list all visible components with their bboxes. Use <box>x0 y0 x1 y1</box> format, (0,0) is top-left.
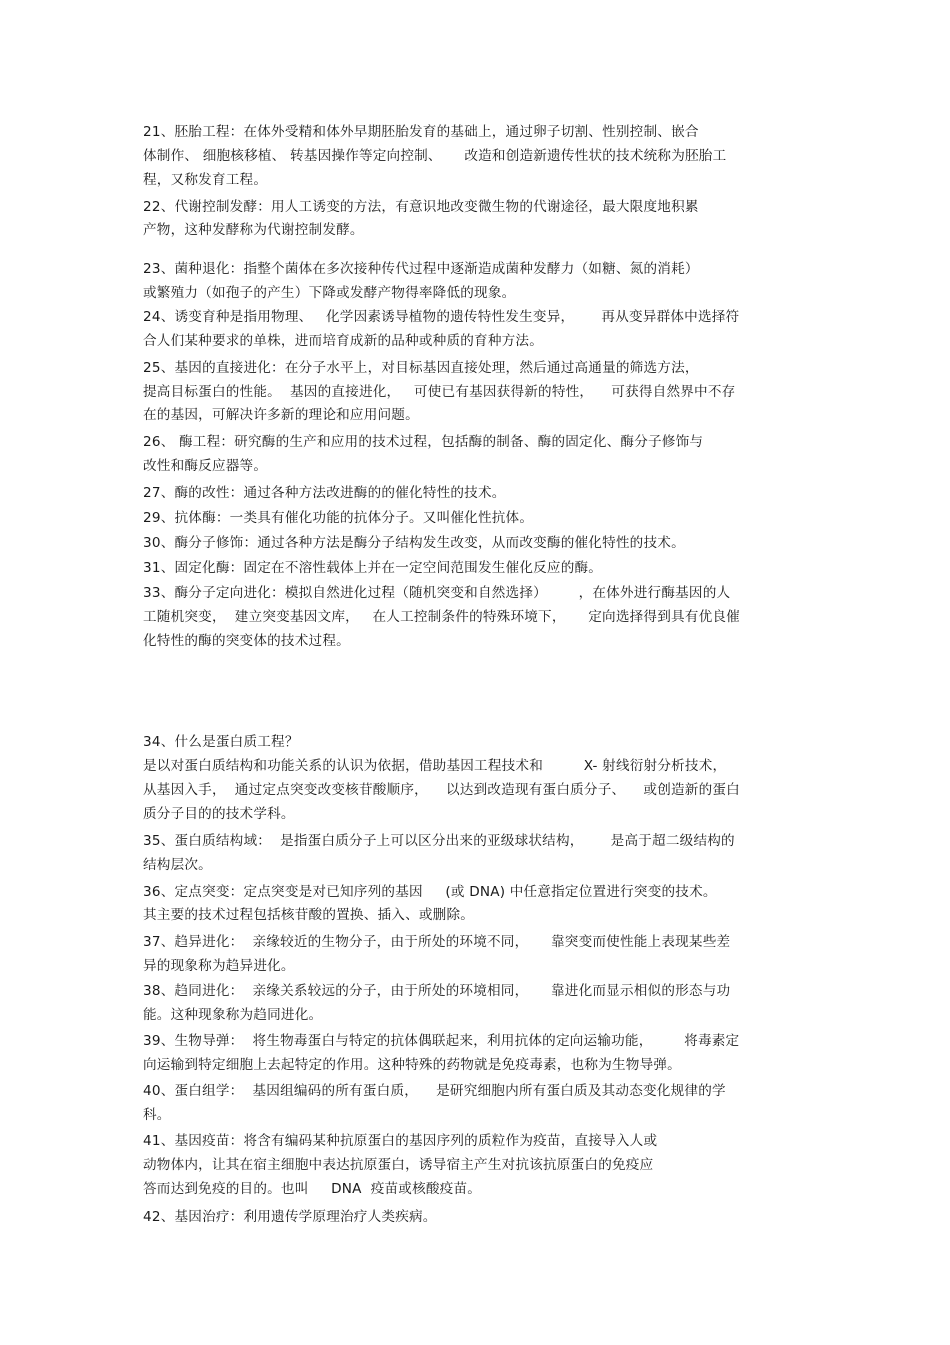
text-line: 24、诱变育种是指用物理、 化学因素诱导植物的遗传特性发生变异， 再从变异群体中选择符 <box>143 309 740 325</box>
text-line: 39、生物导弹： 将生物毒蛋白与特定的抗体偶联起来，利用抗体的定向运输功能， 将毒素定 <box>143 1033 740 1049</box>
text-line: 或繁殖力（如孢子的产生）下降或发酵产物得率降低的现象。 <box>143 285 516 301</box>
text-line: 23、菌种退化：指整个菌体在多次接种传代过程中逐渐造成菌种发酵力（如糖、氮的消耗） <box>143 261 699 277</box>
text-line: 产物，这种发酵称为代谢控制发酵。 <box>143 222 364 238</box>
text-line: 从基因入手， 通过定点突变改变核苷酸顺序， 以达到改造现有蛋白质分子、 或创造新的蛋白 <box>143 782 740 798</box>
text-line: 改性和酶反应器等。 <box>143 458 268 474</box>
text-line: 35、蛋白质结构域： 是指蛋白质分子上可以区分出来的亚级球状结构， 是高于超二级结构的 <box>143 833 735 849</box>
text-line: 动物体内，让其在宿主细胞中表达抗原蛋白，诱导宿主产生对抗该抗原蛋白的免疫应 <box>143 1157 654 1173</box>
text-line: 40、蛋白组学： 基因组编码的所有蛋白质， 是研究细胞内所有蛋白质及其动态变化规律的学 <box>143 1083 726 1099</box>
text-line: 34、什么是蛋白质工程？ <box>143 734 299 750</box>
text-line: 合人们某种要求的单株，进而培育成新的品种或种质的育种方法。 <box>143 333 544 349</box>
text-line: 结构层次。 <box>143 857 212 873</box>
text-line: 33、酶分子定向进化：模拟自然进化过程（随机突变和自然选择） ，在体外进行酶基因的人 <box>143 585 731 601</box>
text-line: 25、基因的直接进化：在分子水平上，对目标基因直接处理，然后通过高通量的筛选方法， <box>143 360 699 376</box>
text-line: 化特性的酶的突变体的技术过程。 <box>143 633 350 649</box>
text-line: 是以对蛋白质结构和功能关系的认识为依据，借助基因工程技术和 X- 射线衍射分析技术， <box>143 758 727 774</box>
text-line: 36、定点突变：定点突变是对已知序列的基因 (或 DNA) 中任意指定位置进行突变的技术。 <box>143 884 717 900</box>
text-line: 29、抗体酶：一类具有催化功能的抗体分子。又叫催化性抗体。 <box>143 510 534 526</box>
text-line: 工随机突变， 建立突变基因文库， 在人工控制条件的特殊环境下， 定向选择得到具有优良催 <box>143 609 740 625</box>
text-line: 科。 <box>143 1107 171 1123</box>
text-line: 异的现象称为趋异进化。 <box>143 958 295 974</box>
text-line: 37、趋异进化： 亲缘较近的生物分子，由于所处的环境不同， 靠突变而使性能上表现某些差 <box>143 934 731 950</box>
text-line: 42、基因治疗：利用遗传学原理治疗人类疾病。 <box>143 1209 437 1225</box>
text-line: 22、代谢控制发酵：用人工诱变的方法，有意识地改变微生物的代谢途径，最大限度地积累 <box>143 199 699 215</box>
text-line: 其主要的技术过程包括核苷酸的置换、插入、或删除。 <box>143 907 475 923</box>
text-line: 向运输到特定细胞上去起特定的作用。这种特殊的药物就是免疫毒素，也称为生物导弹。 <box>143 1057 681 1073</box>
text-line: 38、趋同进化： 亲缘关系较远的分子，由于所处的环境相同， 靠进化而显示相似的形态与功 <box>143 983 731 999</box>
text-line: 26、 酶工程：研究酶的生产和应用的技术过程，包括酶的制备、酶的固定化、酶分子修饰与 <box>143 434 704 450</box>
text-line: 41、基因疫苗：将含有编码某种抗原蛋白的基因序列的质粒作为疫苗，直接导入人或 <box>143 1133 658 1149</box>
text-line: 程，又称发育工程。 <box>143 172 268 188</box>
text-line: 体制作、 细胞核移植、 转基因操作等定向控制、 改造和创造新遗传性状的技术统称为胚胎工 <box>143 148 727 164</box>
text-line: 质分子目的的技术学科。 <box>143 806 295 822</box>
text-line: 答而达到免疫的目的。也叫 DNA 疫苗或核酸疫苗。 <box>143 1181 482 1197</box>
text-line: 27、酶的改性：通过各种方法改进酶的的催化特性的技术。 <box>143 485 506 501</box>
text-line: 30、酶分子修饰：通过各种方法是酶分子结构发生改变，从而改变酶的催化特性的技术。 <box>143 535 685 551</box>
text-line: 提高目标蛋白的性能。 基因的直接进化， 可使已有基因获得新的特性， 可获得自然界中不存 <box>143 384 736 400</box>
text-line: 21、胚胎工程：在体外受精和体外早期胚胎发育的基础上，通过卵子切割、性别控制、嵌合 <box>143 124 699 140</box>
text-line: 能。这种现象称为趋同进化。 <box>143 1007 323 1023</box>
text-line: 31、固定化酶：固定在不溶性载体上并在一定空间范围发生催化反应的酶。 <box>143 560 603 576</box>
text-line: 在的基因，可解决许多新的理论和应用问题。 <box>143 407 419 423</box>
